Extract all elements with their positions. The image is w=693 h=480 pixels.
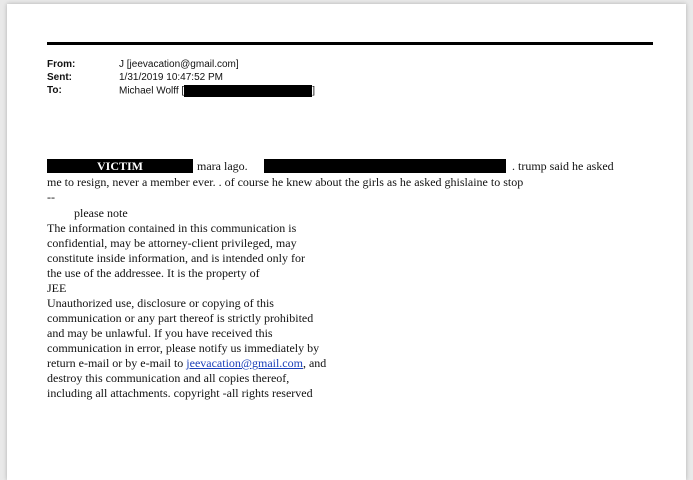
disclaimer-line: destroy this communication and all copies thereof,	[47, 371, 290, 385]
to-close: ]	[312, 85, 315, 97]
disclaimer-line: JEE	[47, 281, 67, 295]
to-value	[119, 85, 315, 97]
to-label: To:	[47, 85, 62, 96]
message-line2: me to resign, never a member ever. . of course he knew about the girls as he asked ghislaine to stop	[47, 175, 524, 189]
message-redaction	[264, 159, 506, 173]
email-line-pre: return e-mail or by e-mail to	[47, 356, 187, 370]
document-page	[7, 4, 686, 480]
disclaimer-line: including all attachments. copyright -all rights reserved	[47, 386, 313, 400]
message-part2: . trump said he asked	[512, 159, 614, 173]
victim-redaction-label: VICTIM	[47, 159, 193, 173]
disclaimer-line: confidential, may be attorney-client privileged, may	[47, 236, 297, 250]
disclaimer-line: The information contained in this communication is	[47, 221, 297, 235]
email-line-post: , and	[302, 356, 327, 370]
disclaimer-line: communication in error, please notify us immediately by	[47, 341, 320, 355]
disclaimer-line: constitute inside information, and is intended only for	[47, 251, 305, 265]
header-rule	[47, 42, 653, 45]
email-link[interactable]: jeevacation@gmail.com	[186, 356, 303, 370]
to-name: Michael Wolff [	[119, 85, 185, 97]
disclaimer-line: communication or any part thereof is strictly prohibited	[47, 311, 314, 325]
to-redaction	[184, 85, 312, 97]
disclaimer-line: Unauthorized use, disclosure or copying of this	[47, 296, 274, 310]
message-part1: mara lago.	[197, 159, 248, 173]
disclaimer-line: the use of the addressee. It is the property of	[47, 266, 260, 280]
sent-value: 1/31/2019 10:47:52 PM	[119, 72, 223, 83]
sent-label: Sent:	[47, 72, 72, 83]
please-note: please note	[74, 206, 128, 220]
from-value: J [jeevacation@gmail.com]	[119, 59, 239, 70]
from-label: From:	[47, 59, 76, 70]
disclaimer-email-line	[47, 356, 326, 371]
disclaimer-line: and may be unlawful. If you have received this	[47, 326, 273, 340]
message-dash: --	[47, 190, 55, 204]
